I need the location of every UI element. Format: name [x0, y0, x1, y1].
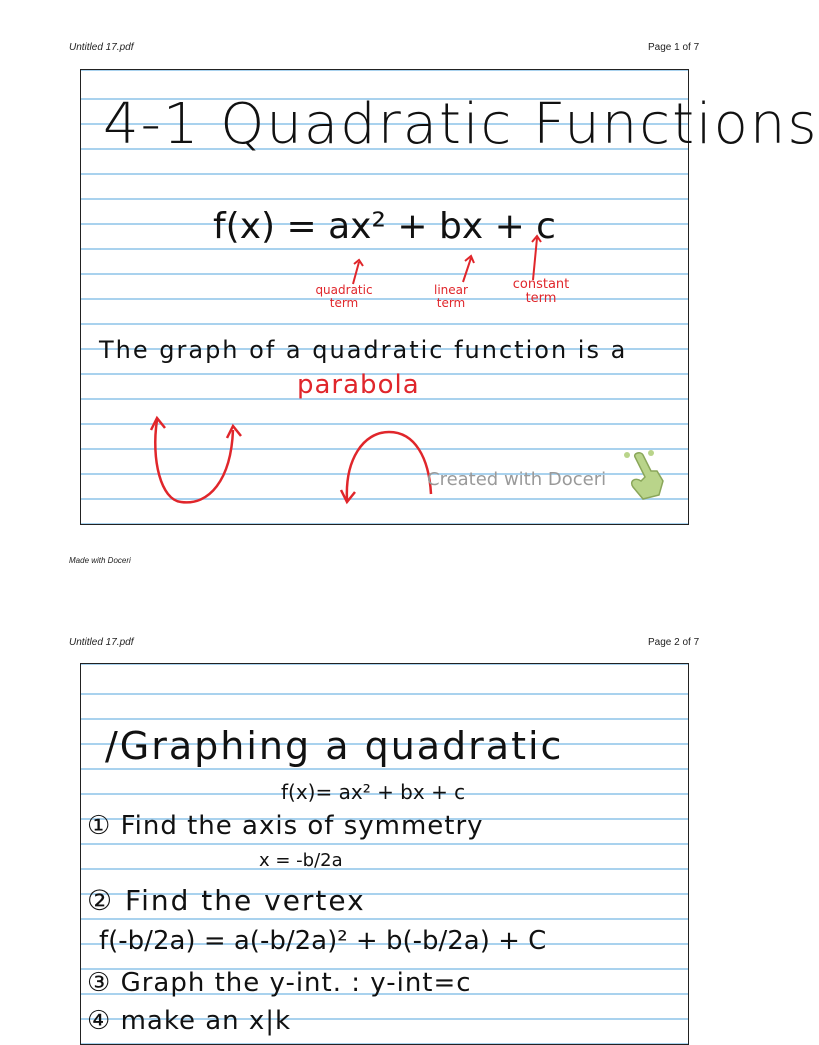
- annotation-linear-term: linear term: [434, 283, 468, 310]
- annotation-quadratic-term: quadratic term: [315, 283, 373, 310]
- step-2-formula: f(-b/2a) = a(-b/2a)² + b(-b/2a) + C: [99, 926, 547, 956]
- quadratic-formula: f(x) = ax² + bx + c: [213, 206, 556, 247]
- page-2-title: /Graphing a quadratic: [105, 724, 564, 768]
- step-4-text: ④ make an x|k: [87, 1006, 292, 1036]
- made-with-footer: Made with Doceri: [69, 556, 131, 565]
- definition-sentence: The graph of a quadratic function is a: [99, 336, 628, 364]
- file-name-header: Untitled 17.pdf: [69, 42, 134, 53]
- annotation-constant-term: constant term: [512, 277, 570, 306]
- page-number: Page 1 of 7: [648, 42, 700, 53]
- doceri-watermark: Created with Doceri: [427, 469, 607, 490]
- step-1-formula: x = -b/2a: [259, 850, 343, 871]
- step-1-text: ① Find the axis of symmetry: [87, 811, 484, 841]
- page-2-sheet: [80, 663, 689, 1045]
- file-name-header-2: Untitled 17.pdf: [69, 637, 134, 648]
- step-2-text: ② Find the vertex: [87, 884, 366, 917]
- page-1-sheet: [80, 69, 819, 525]
- page-2-formula: f(x)= ax² + bx + c: [281, 780, 466, 804]
- page-title: 4-1 Quadratic Functions: [103, 92, 819, 157]
- parabola-sketches: [81, 70, 688, 524]
- page-number-2: Page 2 of 7: [648, 637, 700, 648]
- keyword-parabola: parabola: [297, 370, 420, 400]
- doceri-hand-icon: [621, 447, 669, 505]
- step-3-text: ③ Graph the y-int. : y-int=c: [87, 968, 472, 998]
